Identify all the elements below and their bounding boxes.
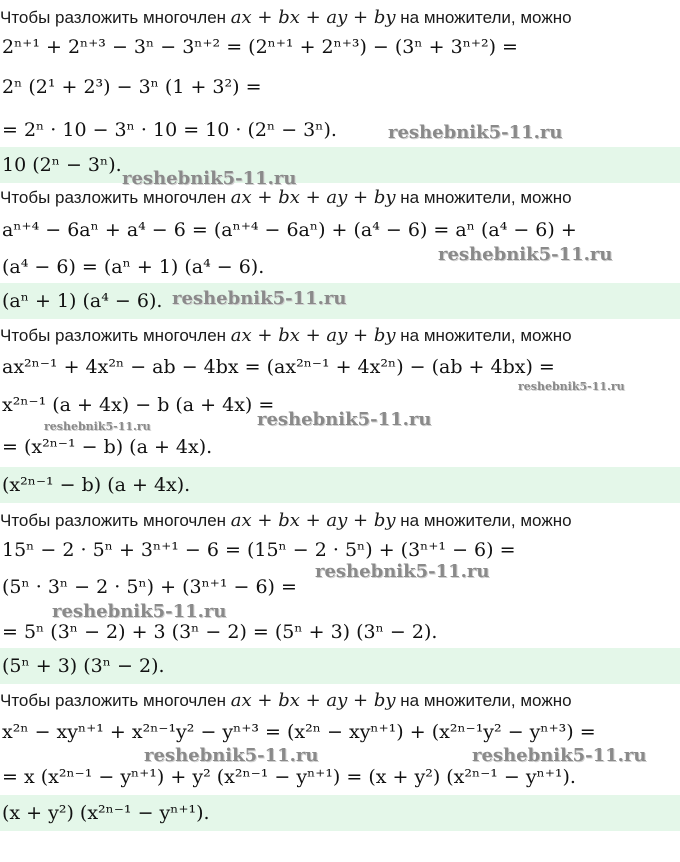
watermark: reshebnik5-11.ru — [122, 168, 297, 189]
problem-5-answer: (x + y²) (x²ⁿ⁻¹ − yⁿ⁺¹). — [2, 802, 210, 824]
problem-2-line-2: (a⁴ − 6) = (aⁿ + 1) (a⁴ − 6). — [2, 256, 265, 278]
watermark: reshebnik5-11.ru — [257, 409, 432, 430]
watermark: reshebnik5-11.ru — [438, 244, 613, 265]
intro-prefix: Чтобы разложить многочлен — [0, 188, 227, 207]
watermark: reshebnik5-11.ru — [172, 288, 347, 309]
problem-3-line-3: = (x²ⁿ⁻¹ − b) (a + 4x). — [2, 436, 213, 458]
problem-1-intro — [0, 5, 572, 31]
problem-3-line-1: ax²ⁿ⁻¹ + 4x²ⁿ − ab − 4bx = (ax²ⁿ⁻¹ + 4x²ⁿ) − (ab + 4bx) = — [2, 356, 555, 378]
problem-2-answer: (aⁿ + 1) (a⁴ − 6). — [2, 290, 163, 312]
problem-5-answer-box — [0, 795, 680, 831]
intro-expression: ax + bx + ay + by — [230, 325, 396, 346]
problem-5-line-2: = x (x²ⁿ⁻¹ − yⁿ⁺¹) + y² (x²ⁿ⁻¹ − yⁿ⁺¹) = (x + y²) (x²ⁿ⁻¹ − yⁿ⁺¹). — [2, 766, 576, 788]
problem-4-line-1: 15ⁿ − 2 · 5ⁿ + 3ⁿ⁺¹ − 6 = (15ⁿ − 2 · 5ⁿ) + (3ⁿ⁺¹ − 6) = — [2, 539, 516, 561]
problem-4-answer-box — [0, 648, 680, 684]
intro-suffix: на множители, можно — [400, 326, 572, 345]
intro-prefix: Чтобы разложить многочлен — [0, 326, 227, 345]
intro-prefix: Чтобы разложить многочлен — [0, 511, 227, 530]
watermark: reshebnik5-11.ru — [472, 745, 647, 766]
intro-prefix: Чтобы разложить многочлен — [0, 691, 227, 710]
problem-3-intro — [0, 323, 572, 349]
watermark: reshebnik5-11.ru — [52, 601, 227, 622]
intro-expression: ax + bx + ay + by — [230, 187, 396, 208]
intro-expression: ax + bx + ay + by — [230, 690, 396, 711]
problem-4-line-2: (5ⁿ · 3ⁿ − 2 · 5ⁿ) + (3ⁿ⁺¹ − 6) = — [2, 576, 297, 598]
problem-3-line-2: x²ⁿ⁻¹ (a + 4x) − b (a + 4x) = — [2, 394, 275, 416]
problem-1-line-3: = 2ⁿ · 10 − 3ⁿ · 10 = 10 · (2ⁿ − 3ⁿ). — [2, 119, 337, 141]
watermark: reshebnik5-11.ru — [44, 420, 151, 433]
intro-suffix: на множители, можно — [400, 8, 572, 27]
intro-suffix: на множители, можно — [400, 511, 572, 530]
problem-4-answer: (5ⁿ + 3) (3ⁿ − 2). — [2, 655, 165, 677]
intro-expression: ax + bx + ay + by — [230, 510, 396, 531]
problem-4-line-3: = 5ⁿ (3ⁿ − 2) + 3 (3ⁿ − 2) = (5ⁿ + 3) (3ⁿ − 2). — [2, 621, 438, 643]
watermark: reshebnik5-11.ru — [315, 561, 490, 582]
intro-prefix: Чтобы разложить многочлен — [0, 8, 227, 27]
watermark: reshebnik5-11.ru — [518, 380, 625, 393]
watermark: reshebnik5-11.ru — [388, 122, 563, 143]
problem-1-answer: 10 (2ⁿ − 3ⁿ). — [2, 154, 122, 176]
problem-3-answer: (x²ⁿ⁻¹ − b) (a + 4x). — [2, 474, 191, 496]
watermark: reshebnik5-11.ru — [144, 745, 319, 766]
intro-suffix: на множители, можно — [400, 691, 572, 710]
problem-2-line-1: aⁿ⁺⁴ − 6aⁿ + a⁴ − 6 = (aⁿ⁺⁴ − 6aⁿ) + (a⁴ − 6) = aⁿ (a⁴ − 6) + — [2, 219, 577, 241]
problem-5-intro — [0, 688, 572, 714]
problem-4-intro — [0, 508, 572, 534]
problem-1-answer-box — [0, 147, 680, 183]
intro-suffix: на множители, можно — [400, 188, 572, 207]
problem-1-line-1: 2ⁿ⁺¹ + 2ⁿ⁺³ − 3ⁿ − 3ⁿ⁺² = (2ⁿ⁺¹ + 2ⁿ⁺³) − (3ⁿ + 3ⁿ⁺²) = — [2, 36, 518, 58]
problem-5-line-1: x²ⁿ − xyⁿ⁺¹ + x²ⁿ⁻¹y² − yⁿ⁺³ = (x²ⁿ − xyⁿ⁺¹) + (x²ⁿ⁻¹y² − yⁿ⁺³) = — [2, 721, 596, 743]
problem-1-line-2: 2ⁿ (2¹ + 2³) − 3ⁿ (1 + 3²) = — [2, 76, 262, 98]
intro-expression: ax + bx + ay + by — [230, 7, 396, 28]
problem-3-answer-box — [0, 467, 680, 503]
